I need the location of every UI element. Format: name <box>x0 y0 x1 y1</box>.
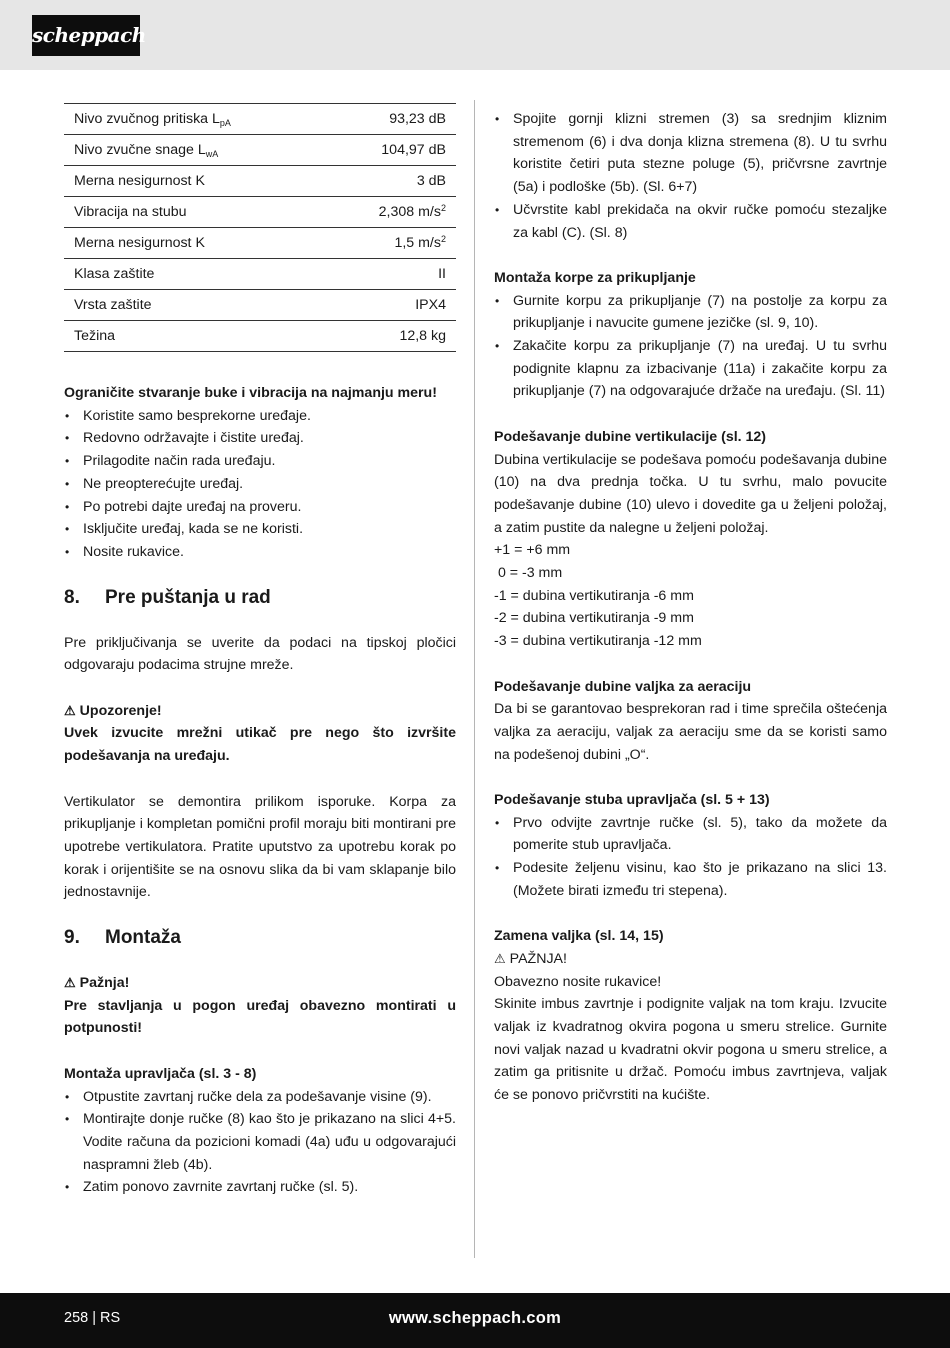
replace-heading: Zamena valjka (sl. 14, 15) <box>494 928 664 945</box>
roller-heading: Podešavanje dubine valjka za aeraciju <box>494 678 752 695</box>
table-row <box>64 228 456 259</box>
depth-value: -1 = dubina vertikutiranja -6 mm <box>494 587 694 604</box>
depth-heading: Podešavanje dubine vertikulacije (sl. 12) <box>494 428 767 445</box>
left-column <box>64 103 456 1199</box>
right-column <box>494 108 887 1107</box>
spec-label-text: Merna nesigurnost K <box>74 234 205 251</box>
spec-value <box>326 104 456 135</box>
section-9-heading <box>64 926 456 950</box>
spec-value <box>326 135 456 166</box>
list-item: • Koristite samo besprekorne uređaje. <box>64 405 456 428</box>
list-item: • Po potrebi dajte uređaj na proveru. <box>64 496 456 519</box>
depth-value: +1 = +6 mm <box>494 542 571 559</box>
spec-subscript: pA <box>219 117 231 128</box>
warning-icon: ⚠ <box>64 702 76 718</box>
list-item: • Otpustite zavrtanj ručke dela za podešavanje visine (9). <box>64 1086 456 1109</box>
warning-icon: ⚠ <box>494 950 506 966</box>
spec-superscript: 2 <box>440 233 446 244</box>
handle-list <box>64 1086 456 1200</box>
spec-label-text: Vibracija na stubu <box>74 203 187 220</box>
table-row <box>64 104 456 135</box>
list-item: • Prilagodite način rada uređaju. <box>64 450 456 473</box>
spec-label-text: Nivo zvučne snage L <box>74 141 206 158</box>
list-item: • Zakačite korpu za prikupljanje (7) na uređaj. U tu svrhu podignite klapnu za izbacivanje (11a) i zakačite korpu za prikupljanje (7) na odgovarajuće držače na uređaju. (Sl. 11) <box>494 335 887 403</box>
spec-label <box>64 197 326 228</box>
depth-value: -3 = dubina vertikutiranja -12 mm <box>494 633 702 650</box>
handle-heading: Montaža upravljača (sl. 3 - 8) <box>64 1065 257 1082</box>
spec-value <box>326 197 456 228</box>
spec-label <box>64 166 326 197</box>
section-8-intro: Pre priključivanja se uverite da podaci na tipskoj pločici odgovaraju podacima strujne mreže. <box>64 634 456 674</box>
spec-label <box>64 104 326 135</box>
specs-table <box>64 103 456 352</box>
noise-heading: Ograničite stvaranje buke i vibracija na najmanju meru! <box>64 385 437 401</box>
section-8-heading <box>64 586 456 610</box>
noise-list <box>64 405 456 564</box>
list-item: • Prvo odvijte zavrtnje ručke (sl. 5), tako da možete da pomerite stub upravljača. <box>494 812 887 857</box>
table-row <box>64 290 456 321</box>
column-list <box>494 812 887 903</box>
section-number: 8. <box>64 586 80 608</box>
list-item: • Montirajte donje ručke (8) kao što je prikazano na slici 4+5. Vodite računa da pozicioni komadi (4a) uđu u odgovarajući naspramni žleb (4b). <box>64 1108 456 1176</box>
list-item: • Zatim ponovo zavrnite zavrtanj ručke (sl. 5). <box>64 1176 456 1199</box>
list-item: • Spojite gornji klizni stremen (3) sa srednjim kliznim stremenom (6) i dva donja klizna stremena (8). U tu svrhu koristite četiri puta stezne poluge (5), pričvrsne zavrtnje (5a) i podloške (5b). (Sl. 6+7) <box>494 108 887 199</box>
brand-logo-text: scheppach <box>32 23 146 47</box>
spec-value <box>326 259 456 290</box>
list-item: • Redovno održavajte i čistite uređaj. <box>64 427 456 450</box>
spec-value-text: 12,8 kg <box>399 327 446 344</box>
caution-title <box>64 972 456 995</box>
spec-value <box>326 228 456 259</box>
handle-list-continued <box>494 108 887 244</box>
replace-warning-text: PAŽNJA! <box>509 950 567 967</box>
spec-label <box>64 135 326 166</box>
list-item: • Ne preopterećujte uređaj. <box>64 473 456 496</box>
spec-value-text: 3 dB <box>416 172 446 189</box>
list-item: • Učvrstite kabl prekidača na okvir ručke pomoću stezaljke za kabl (C). (Sl. 8) <box>494 199 887 244</box>
list-item: • Isključite uređaj, kada se ne koristi. <box>64 518 456 541</box>
list-item: • Nosite rukavice. <box>64 541 456 564</box>
warning-title <box>64 700 456 723</box>
spec-superscript: 2 <box>440 202 446 213</box>
spec-label-text: Merna nesigurnost K <box>74 172 205 189</box>
column-heading: Podešavanje stuba upravljača (sl. 5 + 13) <box>494 792 770 809</box>
spec-label <box>64 321 326 352</box>
section-title: Montaža <box>105 927 181 949</box>
warning-title-text: Upozorenje! <box>79 702 162 719</box>
section-8-body: Vertikulator se demontira prilikom isporuke. Korpa za prikupljanje i kompletan pomični profil moraju biti montirani pre upotrebe vertikulatora. Pratite uputstvo za upotrebu korak po korak i orijentišite se na osnovu slika da bi vam sklapanje bilo jednostavnije. <box>64 793 456 901</box>
spec-label <box>64 259 326 290</box>
basket-list <box>494 290 887 404</box>
column-divider <box>474 100 475 1258</box>
page-footer <box>0 1293 950 1348</box>
spec-label-text: Vrsta zaštite <box>74 296 152 313</box>
caution-title-text: Pažnja! <box>79 975 130 992</box>
website-link[interactable]: www.scheppach.com <box>388 1309 562 1327</box>
replace-text: Skinite imbus zavrtnje i podignite valjak na tom kraju. Izvucite valjak iz kvadratnog okvira pogona u smeru strelice. Gurnite novi valjak nazad u kvadratni okvir pogona u smeru strelice, a zatim ga pritisnite u držač. Pomoću imbus zavrtnjeva, valjak će se ponovo pričvrstiti na kućište. <box>494 996 887 1104</box>
basket-heading: Montaža korpe za prikupljanje <box>494 269 696 286</box>
spec-value-text: 2,308 m/s <box>378 203 441 220</box>
spec-label-text: Nivo zvučnog pritiska L <box>74 110 220 127</box>
warning-icon: ⚠ <box>64 975 76 991</box>
caution-text: Pre stavljanja u pogon uređaj obavezno montirati u potpunosti! <box>64 997 456 1037</box>
spec-label-text: Težina <box>74 327 116 344</box>
spec-value-text: 1,5 m/s <box>394 234 441 251</box>
spec-label-text: Klasa zaštite <box>74 265 155 282</box>
table-row <box>64 321 456 352</box>
table-row <box>64 259 456 290</box>
spec-value-text: IPX4 <box>415 296 446 313</box>
replace-gloves: Obavezno nosite rukavice! <box>494 973 662 990</box>
page-number: 258 | RS <box>64 1310 121 1326</box>
replace-warning <box>494 948 887 971</box>
spec-subscript: wA <box>205 148 219 159</box>
depth-text: Dubina vertikulacije se podešava pomoću podešavanja dubine (10) na dva prednja točka. U tu svrhu, malo povucite podešavanje dubine (10) ulevo i dovedite ga u željeni položaj, a zatim pustite da nalegne u željeni položaj. <box>494 451 887 536</box>
list-item: • Gurnite korpu za prikupljanje (7) na postolje za korpu za prikupljanje i navucite gumene jezičke (sl. 9, 10). <box>494 290 887 335</box>
spec-value-text: 93,23 dB <box>389 110 446 127</box>
table-row <box>64 135 456 166</box>
spec-value <box>326 290 456 321</box>
roller-text: Da bi se garantovao besprekoran rad i time sprečila oštećenja valjka za aeraciju, valjak za aeraciju sme da se koristi samo na podešenoj dubini „O“. <box>494 701 887 763</box>
list-item: • Podesite željenu visinu, kao što je prikazano na slici 13. (Možete birati između tri stepena). <box>494 857 887 902</box>
spec-label <box>64 290 326 321</box>
spec-value <box>326 166 456 197</box>
depth-value: 0 = -3 mm <box>494 565 563 582</box>
table-row <box>64 197 456 228</box>
brand-logo <box>32 15 146 56</box>
page-header <box>0 0 950 70</box>
spec-label <box>64 228 326 259</box>
warning-text: Uvek izvucite mrežni utikač pre nego što izvršite podešavanja na uređaju. <box>64 725 456 765</box>
depth-value: -2 = dubina vertikutiranja -9 mm <box>494 610 694 627</box>
table-row <box>64 166 456 197</box>
section-number: 9. <box>64 927 80 949</box>
section-title: Pre puštanja u rad <box>105 586 271 608</box>
spec-value <box>326 321 456 352</box>
spec-value-text: 104,97 dB <box>381 141 446 158</box>
spec-value-text: II <box>438 265 446 282</box>
